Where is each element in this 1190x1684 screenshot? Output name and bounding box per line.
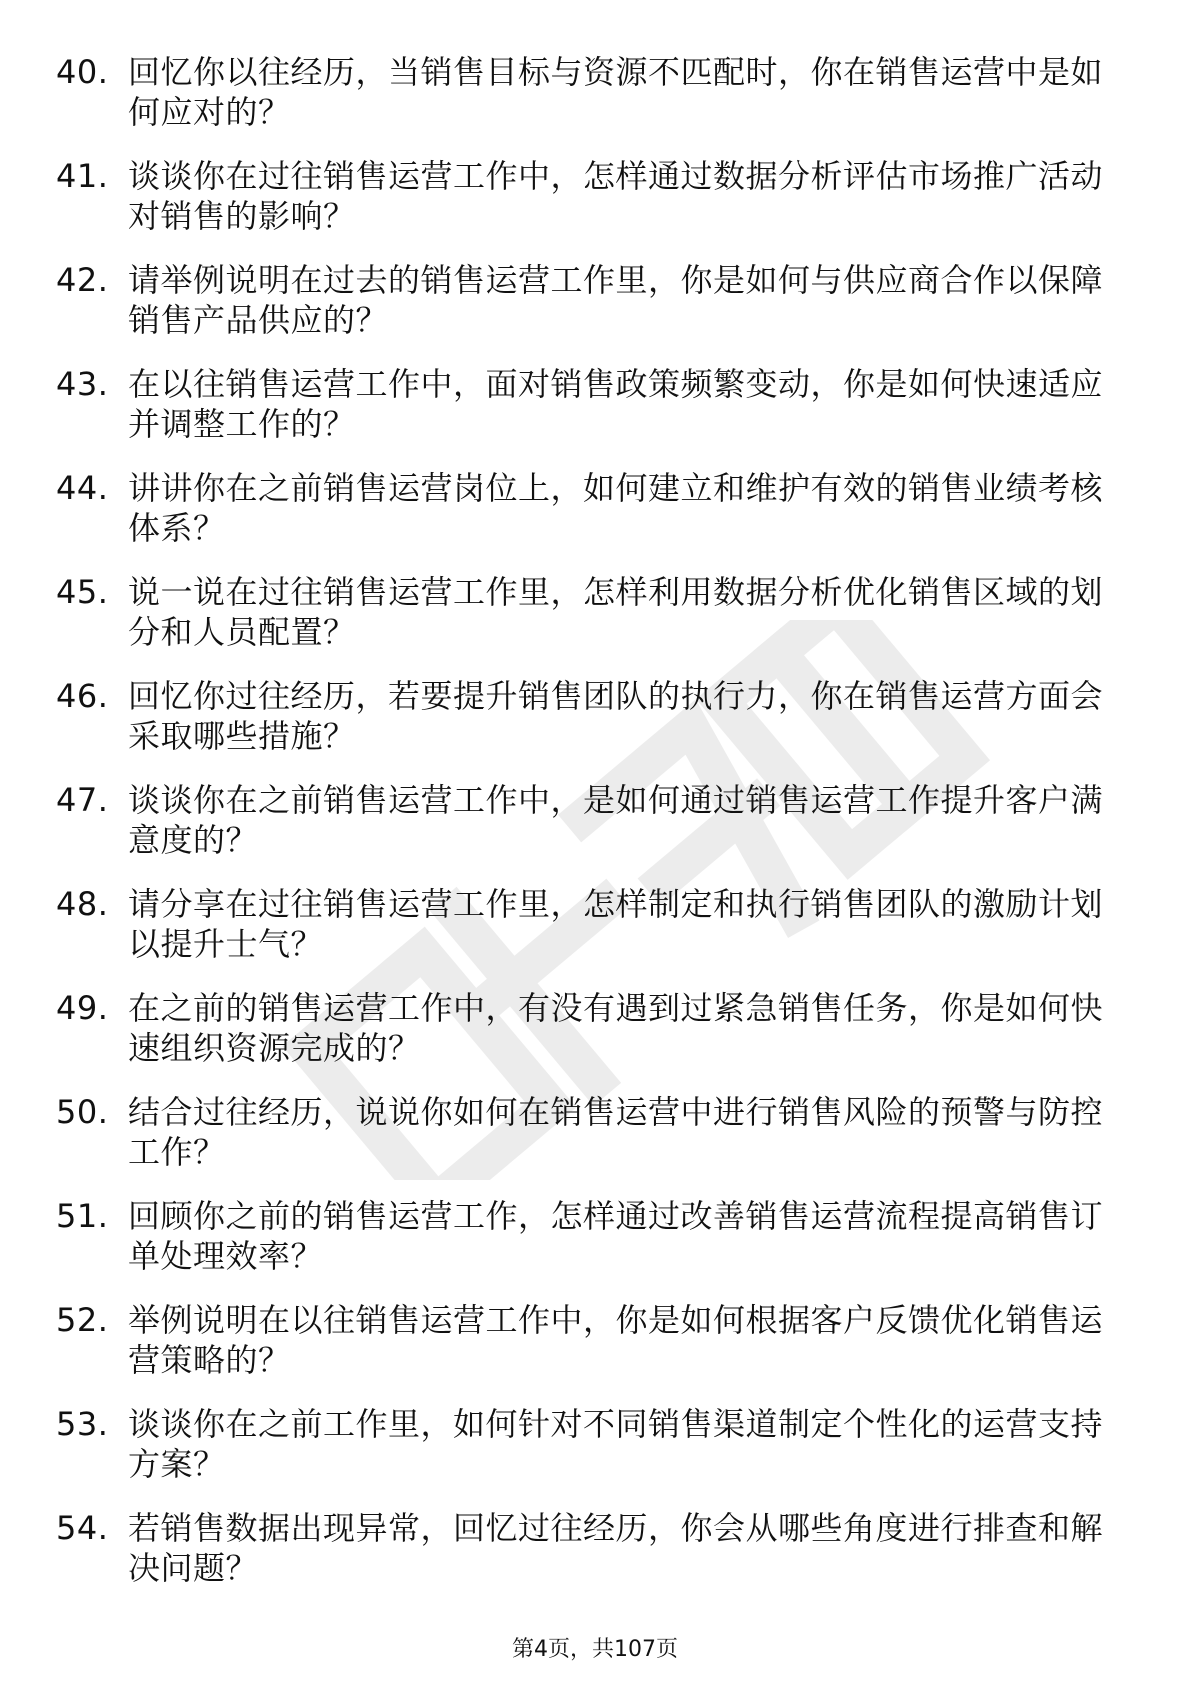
question-number: 50. bbox=[56, 1093, 109, 1131]
question-number: 40. bbox=[56, 53, 109, 91]
list-item bbox=[56, 1300, 1116, 1380]
question-number: 49. bbox=[56, 989, 109, 1027]
question-text: 回忆你过往经历，若要提升销售团队的执行力，你在销售运营方面会采取哪些措施？ bbox=[128, 677, 1104, 755]
list-item bbox=[56, 1508, 1116, 1588]
list-item bbox=[56, 468, 1116, 548]
question-number: 46. bbox=[56, 677, 109, 715]
list-item bbox=[56, 572, 1116, 652]
question-text: 结合过往经历，说说你如何在销售运营中进行销售风险的预警与防控工作？ bbox=[128, 1093, 1104, 1171]
list-item bbox=[56, 884, 1116, 964]
question-number: 45. bbox=[56, 573, 109, 611]
list-item bbox=[56, 260, 1116, 340]
question-text: 回顾你之前的销售运营工作，怎样通过改善销售运营流程提高销售订单处理效率？ bbox=[128, 1197, 1104, 1275]
question-text: 若销售数据出现异常，回忆过往经历，你会从哪些角度进行排查和解决问题？ bbox=[128, 1509, 1104, 1587]
list-item bbox=[56, 676, 1116, 756]
question-text: 在以往销售运营工作中，面对销售政策频繁变动，你是如何快速适应并调整工作的？ bbox=[128, 365, 1104, 443]
question-text: 请举例说明在过去的销售运营工作里，你是如何与供应商合作以保障销售产品供应的？ bbox=[128, 261, 1104, 339]
question-text: 在之前的销售运营工作中，有没有遇到过紧急销售任务，你是如何快速组织资源完成的？ bbox=[128, 989, 1104, 1067]
question-number: 48. bbox=[56, 885, 109, 923]
list-item bbox=[56, 1196, 1116, 1276]
list-item bbox=[56, 364, 1116, 444]
list-item bbox=[56, 156, 1116, 236]
question-number: 53. bbox=[56, 1405, 109, 1443]
question-text: 回忆你以往经历，当销售目标与资源不匹配时，你在销售运营中是如何应对的？ bbox=[128, 53, 1104, 131]
question-number: 44. bbox=[56, 469, 109, 507]
question-text: 谈谈你在过往销售运营工作中，怎样通过数据分析评估市场推广活动对销售的影响？ bbox=[128, 157, 1104, 235]
question-text: 说一说在过往销售运营工作里，怎样利用数据分析优化销售区域的划分和人员配置？ bbox=[128, 573, 1104, 651]
question-number: 41. bbox=[56, 157, 109, 195]
question-number: 47. bbox=[56, 781, 109, 819]
question-number: 54. bbox=[56, 1509, 109, 1547]
question-number: 51. bbox=[56, 1197, 109, 1235]
question-list bbox=[56, 52, 1116, 1612]
list-item bbox=[56, 988, 1116, 1068]
question-number: 42. bbox=[56, 261, 109, 299]
list-item bbox=[56, 52, 1116, 132]
question-text: 谈谈你在之前工作里，如何针对不同销售渠道制定个性化的运营支持方案？ bbox=[128, 1405, 1104, 1483]
question-text: 谈谈你在之前销售运营工作中，是如何通过销售运营工作提升客户满意度的？ bbox=[128, 781, 1104, 859]
question-number: 52. bbox=[56, 1301, 109, 1339]
list-item bbox=[56, 1092, 1116, 1172]
list-item bbox=[56, 1404, 1116, 1484]
question-text: 举例说明在以往销售运营工作中，你是如何根据客户反馈优化销售运营策略的？ bbox=[128, 1301, 1104, 1379]
question-number: 43. bbox=[56, 365, 109, 403]
question-text: 讲讲你在之前销售运营岗位上，如何建立和维护有效的销售业绩考核体系？ bbox=[128, 469, 1104, 547]
page-footer: 第4页，共107页 bbox=[512, 1637, 678, 1662]
question-text: 请分享在过往销售运营工作里，怎样制定和执行销售团队的激励计划以提升士气？ bbox=[128, 885, 1104, 963]
list-item bbox=[56, 780, 1116, 860]
